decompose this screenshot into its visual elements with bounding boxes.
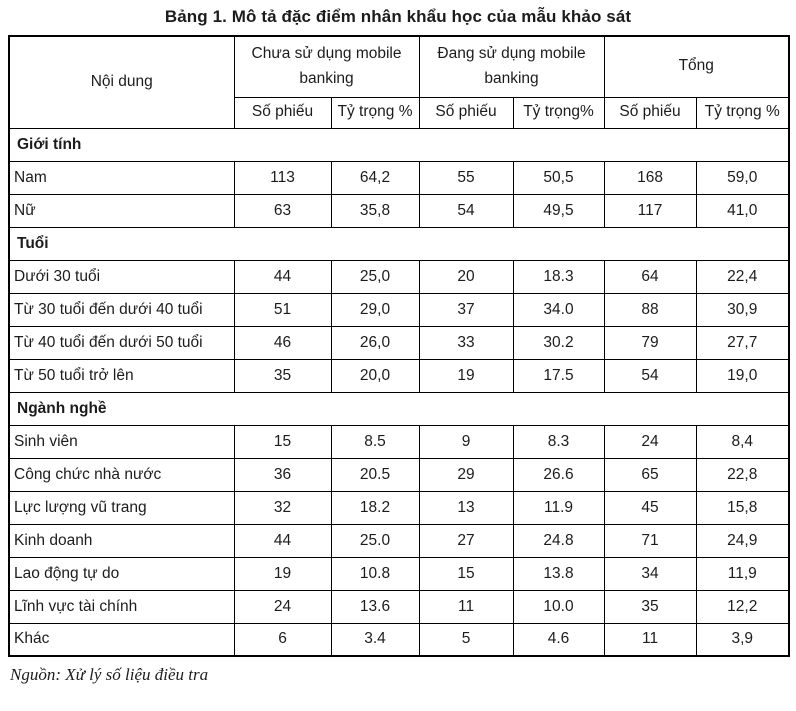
group-header-total: Tổng (604, 36, 789, 97)
value-cell: 13.8 (513, 557, 604, 590)
value-cell: 27 (419, 524, 513, 557)
section-label: Tuổi (9, 227, 789, 260)
value-cell: 30.2 (513, 326, 604, 359)
table-row (9, 326, 789, 359)
value-cell: 45 (604, 491, 696, 524)
row-label: Dưới 30 tuổi (9, 260, 234, 293)
value-cell: 19 (419, 359, 513, 392)
value-cell: 50,5 (513, 161, 604, 194)
table-header (9, 36, 789, 128)
table-row (9, 458, 789, 491)
value-cell: 65 (604, 458, 696, 491)
value-cell: 20.5 (331, 458, 419, 491)
value-cell: 88 (604, 293, 696, 326)
row-label: Công chức nhà nước (9, 458, 234, 491)
section-row (9, 128, 789, 161)
value-cell: 25.0 (331, 524, 419, 557)
value-cell: 37 (419, 293, 513, 326)
table-row (9, 491, 789, 524)
value-cell: 36 (234, 458, 331, 491)
value-cell: 11 (604, 623, 696, 656)
value-cell: 15 (419, 557, 513, 590)
value-cell: 18.3 (513, 260, 604, 293)
table-body (9, 128, 789, 656)
table-row (9, 524, 789, 557)
value-cell: 10.8 (331, 557, 419, 590)
value-cell: 54 (604, 359, 696, 392)
value-cell: 13 (419, 491, 513, 524)
value-cell: 17.5 (513, 359, 604, 392)
value-cell: 24.8 (513, 524, 604, 557)
value-cell: 41,0 (696, 194, 789, 227)
value-cell: 30,9 (696, 293, 789, 326)
demographics-table (8, 35, 790, 657)
value-cell: 34 (604, 557, 696, 590)
table-row (9, 557, 789, 590)
section-row (9, 227, 789, 260)
value-cell: 55 (419, 161, 513, 194)
value-cell: 26,0 (331, 326, 419, 359)
value-cell: 35 (604, 590, 696, 623)
value-cell: 9 (419, 425, 513, 458)
row-label: Sinh viên (9, 425, 234, 458)
value-cell: 6 (234, 623, 331, 656)
value-cell: 113 (234, 161, 331, 194)
table-row (9, 425, 789, 458)
subheader-count-3: Số phiếu (604, 97, 696, 128)
row-label: Nam (9, 161, 234, 194)
section-label: Ngành nghề (9, 392, 789, 425)
group-header-using: Đang sử dụng mobile banking (419, 36, 604, 97)
value-cell: 64,2 (331, 161, 419, 194)
table-row (9, 260, 789, 293)
row-label: Từ 40 tuổi đến dưới 50 tuổi (9, 326, 234, 359)
value-cell: 117 (604, 194, 696, 227)
value-cell: 168 (604, 161, 696, 194)
subheader-count-2: Số phiếu (419, 97, 513, 128)
value-cell: 24,9 (696, 524, 789, 557)
row-label: Từ 50 tuổi trở lên (9, 359, 234, 392)
value-cell: 5 (419, 623, 513, 656)
value-cell: 12,2 (696, 590, 789, 623)
value-cell: 44 (234, 524, 331, 557)
value-cell: 3,9 (696, 623, 789, 656)
value-cell: 19 (234, 557, 331, 590)
value-cell: 32 (234, 491, 331, 524)
subheader-pct-1: Tỷ trọng % (331, 97, 419, 128)
value-cell: 25,0 (331, 260, 419, 293)
value-cell: 8.3 (513, 425, 604, 458)
section-row (9, 392, 789, 425)
value-cell: 19,0 (696, 359, 789, 392)
value-cell: 3.4 (331, 623, 419, 656)
value-cell: 18.2 (331, 491, 419, 524)
value-cell: 54 (419, 194, 513, 227)
section-label: Giới tính (9, 128, 789, 161)
group-header-row (9, 36, 789, 97)
subheader-pct-2: Tỷ trọng% (513, 97, 604, 128)
group-header-not-using: Chưa sử dụng mobile banking (234, 36, 419, 97)
row-label: Lực lượng vũ trang (9, 491, 234, 524)
value-cell: 49,5 (513, 194, 604, 227)
value-cell: 63 (234, 194, 331, 227)
value-cell: 24 (234, 590, 331, 623)
value-cell: 11 (419, 590, 513, 623)
row-label: Kinh doanh (9, 524, 234, 557)
value-cell: 34.0 (513, 293, 604, 326)
value-cell: 59,0 (696, 161, 789, 194)
value-cell: 10.0 (513, 590, 604, 623)
value-cell: 46 (234, 326, 331, 359)
table-row (9, 359, 789, 392)
value-cell: 71 (604, 524, 696, 557)
table-row (9, 293, 789, 326)
row-label: Nữ (9, 194, 234, 227)
value-cell: 11.9 (513, 491, 604, 524)
value-cell: 20,0 (331, 359, 419, 392)
row-label: Khác (9, 623, 234, 656)
value-cell: 64 (604, 260, 696, 293)
value-cell: 8.5 (331, 425, 419, 458)
value-cell: 79 (604, 326, 696, 359)
value-cell: 24 (604, 425, 696, 458)
value-cell: 29 (419, 458, 513, 491)
value-cell: 51 (234, 293, 331, 326)
row-label: Từ 30 tuổi đến dưới 40 tuổi (9, 293, 234, 326)
value-cell: 44 (234, 260, 331, 293)
value-cell: 4.6 (513, 623, 604, 656)
row-label: Lĩnh vực tài chính (9, 590, 234, 623)
table-row (9, 194, 789, 227)
value-cell: 29,0 (331, 293, 419, 326)
value-cell: 26.6 (513, 458, 604, 491)
value-cell: 35,8 (331, 194, 419, 227)
value-cell: 20 (419, 260, 513, 293)
row-label: Lao động tự do (9, 557, 234, 590)
value-cell: 22,4 (696, 260, 789, 293)
subheader-pct-3: Tỷ trọng % (696, 97, 789, 128)
table-title: Bảng 1. Mô tả đặc điểm nhân khẩu học của mẫu khảo sát (164, 7, 632, 26)
value-cell: 15,8 (696, 491, 789, 524)
value-cell: 33 (419, 326, 513, 359)
value-cell: 11,9 (696, 557, 789, 590)
value-cell: 35 (234, 359, 331, 392)
value-cell: 22,8 (696, 458, 789, 491)
table-row (9, 623, 789, 656)
subheader-count-1: Số phiếu (234, 97, 331, 128)
source-note: Nguồn: Xử lý số liệu điều tra (10, 665, 209, 684)
table-row (9, 590, 789, 623)
value-cell: 8,4 (696, 425, 789, 458)
content-column-header: Nội dung (9, 36, 234, 128)
value-cell: 27,7 (696, 326, 789, 359)
table-row (9, 161, 789, 194)
value-cell: 15 (234, 425, 331, 458)
value-cell: 13.6 (331, 590, 419, 623)
